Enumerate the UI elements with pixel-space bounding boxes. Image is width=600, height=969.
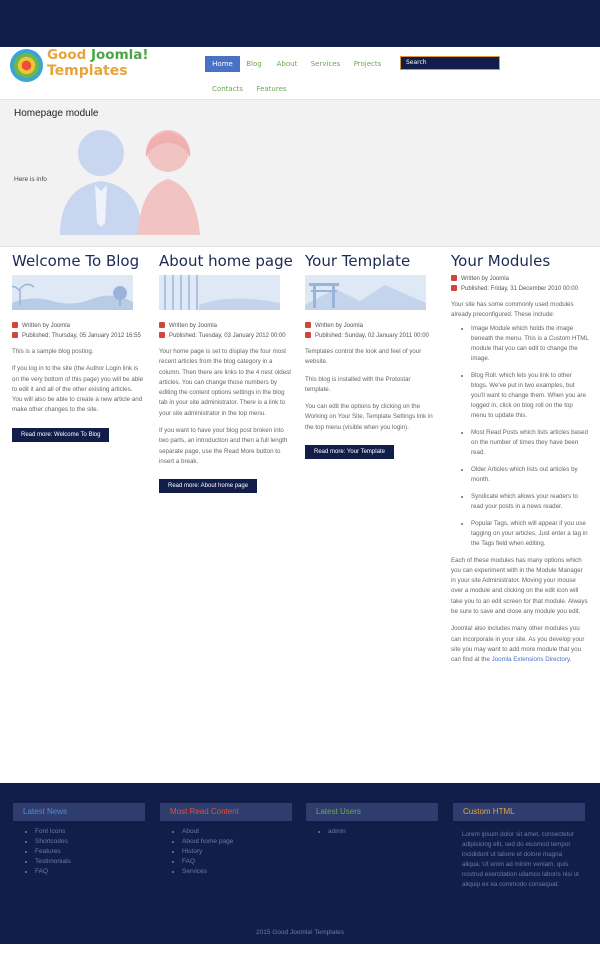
author-text: Written by Joomla [169, 323, 217, 329]
article-author [305, 321, 437, 331]
brand-name[interactable] [47, 47, 149, 79]
calendar-icon [451, 285, 457, 291]
list-item: • Popular Tags, which will appear if you use tagging on your articles. Just enter a tag in the Tags field when editing. [471, 519, 589, 549]
footer-custom-html-title: Custom HTML [453, 803, 585, 821]
article-title[interactable]: Your Modules [451, 252, 551, 270]
nav-projects[interactable]: Projects [353, 60, 382, 68]
read-more-button[interactable]: Read more: About home page [159, 479, 257, 493]
user-icon [305, 322, 311, 328]
paragraph: If you want to have your blog post broken into two parts, an introduction and then a full length separate page, use the Read More button to insert a break. [159, 427, 288, 465]
user-icon [451, 275, 457, 281]
list-item: • Most Read Posts which lists articles based on the number of times they have been read. [471, 428, 589, 458]
footer-link[interactable]: • FAQ [182, 857, 233, 867]
nav-blog[interactable]: Blog [246, 60, 262, 68]
paragraph: This blog is installed with the Protostar template. [305, 375, 411, 393]
brand-joomla: Joomla! [91, 47, 149, 63]
footer-most-read-list [168, 827, 233, 877]
article-body [305, 347, 437, 433]
footer-link[interactable]: • Services [182, 867, 233, 877]
footer-link[interactable]: • Features [35, 847, 71, 857]
footer-latest-news-list [21, 827, 71, 877]
paragraph: Your home page is set to display the four most recent articles from the blog category in a column. Then there are links to the 4 nest oldest articles. You can change those numbers by editing the content options settings in the blog tab in your site administrator. There is a link to your site administrator in the top menu. [159, 348, 291, 417]
torii-banner-image [305, 275, 426, 310]
read-more-button[interactable]: Read more: Welcome To Blog [12, 428, 109, 442]
people-illustration [58, 127, 203, 235]
read-more-button[interactable]: Read more: Your Template [305, 445, 394, 459]
article-your-template [305, 250, 437, 459]
nav-about[interactable]: About [276, 60, 298, 68]
list-item: • Older Articles which lists out articles by month. [471, 465, 589, 485]
paragraph [451, 624, 589, 665]
author-text: Written by Joomla [22, 323, 70, 329]
article-author [12, 321, 144, 331]
list-item: • Image Module which holds the image beneath the menu. This is a Custom HTML module that you can edit to change the image. [471, 324, 589, 364]
nav-contacts[interactable]: Contacts [212, 85, 243, 93]
bottom-strip [0, 944, 600, 969]
article-your-modules [451, 250, 589, 673]
footer-link[interactable]: • admin [328, 827, 346, 837]
homepage-module-info: Here is info [14, 176, 47, 183]
article-body [12, 347, 144, 416]
paragraph-text: . [569, 656, 572, 664]
article-title[interactable]: About home page [159, 252, 293, 270]
list-item: • Syndicate which allows your readers to read your posts in a news reader. [471, 492, 589, 512]
list-item: • Blog Roll. which lets you link to other blogs. We've put in two examples, but you'll want to change them. When you are logged in, click on blog roll on the top menu to update this. [471, 371, 589, 421]
article-date [159, 331, 291, 341]
article-author [451, 274, 589, 284]
article-welcome [12, 250, 144, 442]
footer-latest-users-list [314, 827, 346, 837]
author-text: Written by Joomla [315, 323, 363, 329]
paragraph-text: Joomla! also includes many other modules you can incorporate in your site. As you develop your site you may want to add more module that you can find at the [451, 625, 585, 664]
article-date [305, 331, 437, 341]
modules-list [451, 324, 589, 549]
calendar-icon [12, 332, 18, 338]
footer-link[interactable]: • Font Icons [35, 827, 71, 837]
published-text: Published: Sunday, 02 January 2011 00:00 [315, 333, 429, 339]
user-icon [159, 322, 165, 328]
nav-features[interactable]: Features [256, 85, 287, 93]
calendar-icon [159, 332, 165, 338]
published-text: Published: Friday, 31 December 2010 00:00 [461, 286, 578, 292]
paragraph: You can edit the options by clicking on the Working on Your Site, Template Settings link in the top menu (visible when you login). [305, 403, 433, 431]
landscape-banner-image [12, 275, 133, 310]
article-date [12, 331, 144, 341]
paragraph: Each of these modules has many options which you can experiment with in the Module Manager in your site Administrator. Moving your mouse over a module and clicking on the edit icon will take you to an edit screen for that module. Always be sure to save and close any module you edit. [451, 556, 588, 616]
article-date [451, 284, 589, 294]
nav-services[interactable]: Services [310, 60, 341, 68]
paragraph: Your site has some commonly used modules already preconfigured. These include: [451, 301, 574, 319]
brand-line1: Good [47, 47, 91, 63]
footer-link[interactable]: • About [182, 827, 233, 837]
top-bar [0, 0, 600, 47]
article-about-home [159, 250, 291, 493]
article-title[interactable]: Your Template [305, 252, 411, 270]
bamboo-banner-image [159, 275, 280, 310]
article-author [159, 321, 291, 331]
paragraph: If you log in to the site (the Author Login link is on the very bottom of this page) you will be able to edit it and all of the other existing articles. You will also be able to create a new article and make other changes to the site. [12, 365, 144, 414]
calendar-icon [305, 332, 311, 338]
footer-link[interactable]: • About home page [182, 837, 233, 847]
published-text: Published: Thursday, 05 January 2012 16:55 [22, 333, 141, 339]
footer-latest-users-title: Latest Users [306, 803, 438, 821]
footer-latest-news-title: Latest News [13, 803, 145, 821]
search-input[interactable]: Search [400, 56, 500, 70]
published-text: Published: Tuesday, 03 January 2012 00:00 [169, 333, 286, 339]
copyright: 2015 Good Joomla! Templates [255, 929, 345, 936]
footer-most-read-title: Most Read Content [160, 803, 292, 821]
article-body [451, 300, 589, 666]
nav-home[interactable]: Home [205, 56, 240, 72]
homepage-module-title: Homepage module [14, 108, 99, 119]
paragraph: This is a sample blog posting. [12, 348, 94, 355]
logo-icon[interactable] [9, 48, 44, 83]
footer-link[interactable]: • Testimonials [35, 857, 71, 867]
footer-custom-html-text: Lorem ipsum dolor sit amet, consectetur adipisicing elit, sed do eiusmod tempor incididunt ut labore et dolore magna aliqua. Ut enim ad minim veniam, quis nostrud exercitation ullamco laboris nisi ut aliquip ex ea commodo consequat. [462, 831, 579, 888]
author-text: Written by Joomla [461, 276, 509, 282]
footer-link[interactable]: • History [182, 847, 233, 857]
article-title[interactable]: Welcome To Blog [12, 252, 140, 270]
brand-line2: Templates [47, 63, 128, 79]
article-body [159, 347, 291, 467]
user-icon [12, 322, 18, 328]
paragraph: Templates control the look and feel of your website. [305, 348, 422, 366]
extensions-directory-link[interactable]: Joomla Extensions Directory [491, 656, 570, 664]
footer-link[interactable]: • FAQ [35, 867, 71, 877]
footer-link[interactable]: • Shortcodes [35, 837, 71, 847]
